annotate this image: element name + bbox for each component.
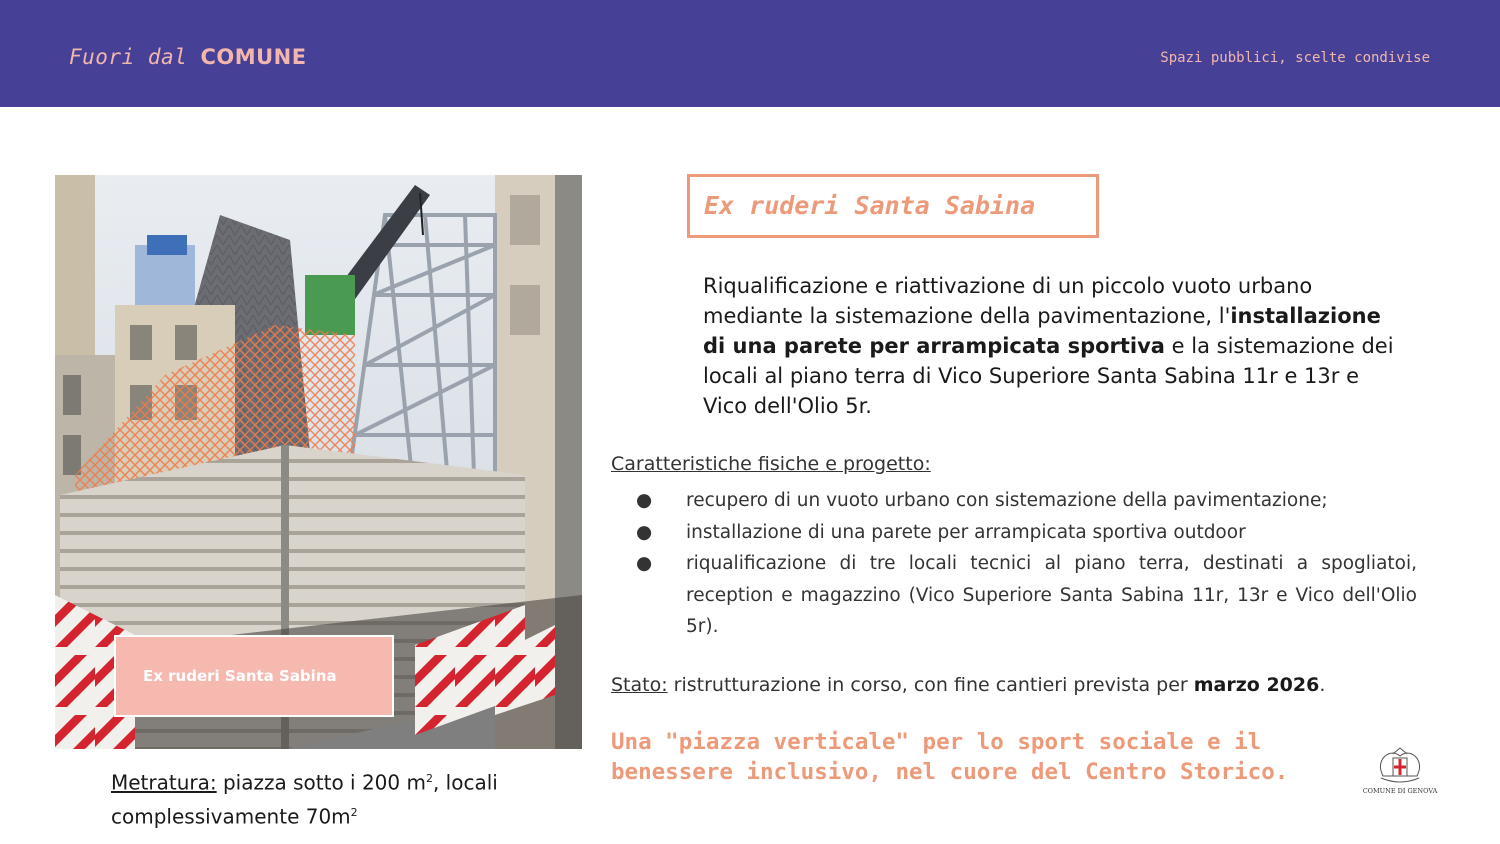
description-part2: e la sistemazione dei locali al piano terra di Vico Superiore Santa Sabina 11r e 13r e Vico dell'Olio 5r. <box>703 334 1394 418</box>
bullet-icon: ● <box>636 521 653 543</box>
brand-logo <box>69 45 307 69</box>
metratura-sup1: 2 <box>425 772 433 785</box>
photo-caption-text: Ex ruderi Santa Sabina <box>143 667 337 685</box>
photo-caption-box <box>114 635 394 717</box>
features-list <box>611 485 1417 643</box>
feature-text: installazione di una parete per arrampicata sportiva outdoor <box>686 521 1246 543</box>
metratura-text2: , locali complessivamente 70m <box>111 770 498 829</box>
status-line <box>611 674 1491 696</box>
bullet-icon: ● <box>636 553 653 574</box>
status-end: . <box>1319 674 1326 696</box>
metratura-text <box>111 764 581 831</box>
feature-text: riqualificazione di tre locali tecnici al piano terra, destinati a spogliatoi, reception e magazzino (Vico Superiore Santa Sabina 11r, 13r e Vico dell'Olio 5r). <box>686 553 1417 637</box>
metratura-text1: piazza sotto i 200 m <box>216 770 426 795</box>
page-title: Ex ruderi Santa Sabina <box>704 191 1036 220</box>
brand-light: Fuori dal <box>69 45 201 69</box>
brand-bold: COMUNE <box>200 45 307 69</box>
features-title: Caratteristiche fisiche e progetto: <box>611 453 931 475</box>
status-text: ristrutturazione in corso, con fine cantieri prevista per <box>667 674 1194 696</box>
feature-text: recupero di un vuoto urbano con sistemazione della pavimentazione; <box>686 490 1328 511</box>
logo-text: COMUNE DI GENOVA <box>1362 787 1438 795</box>
status-date: marzo 2026 <box>1193 674 1320 696</box>
metratura-sup2: 2 <box>350 805 358 819</box>
feature-item <box>611 517 1417 549</box>
description-part1: Riqualificazione e riattivazione di un piccolo vuoto urbano mediante la sistemazione della pavimentazione, l' <box>703 274 1313 328</box>
description-bold: installazione di una parete per arrampicata sportiva <box>703 304 1381 358</box>
description <box>703 271 1403 421</box>
quote-text: Una "piazza verticale" per lo sport sociale e il benessere inclusivo, nel cuore del Centro Storico. <box>611 729 1289 785</box>
title-box <box>687 174 1099 238</box>
status-label: Stato: <box>611 674 668 696</box>
feature-item <box>611 485 1417 517</box>
feature-item <box>611 548 1417 643</box>
header-tagline: Spazi pubblici, scelte condivise <box>1160 50 1430 66</box>
metratura-label: Metratura: <box>111 770 217 795</box>
bullet-icon: ● <box>636 490 653 511</box>
header-bar <box>0 0 1500 107</box>
